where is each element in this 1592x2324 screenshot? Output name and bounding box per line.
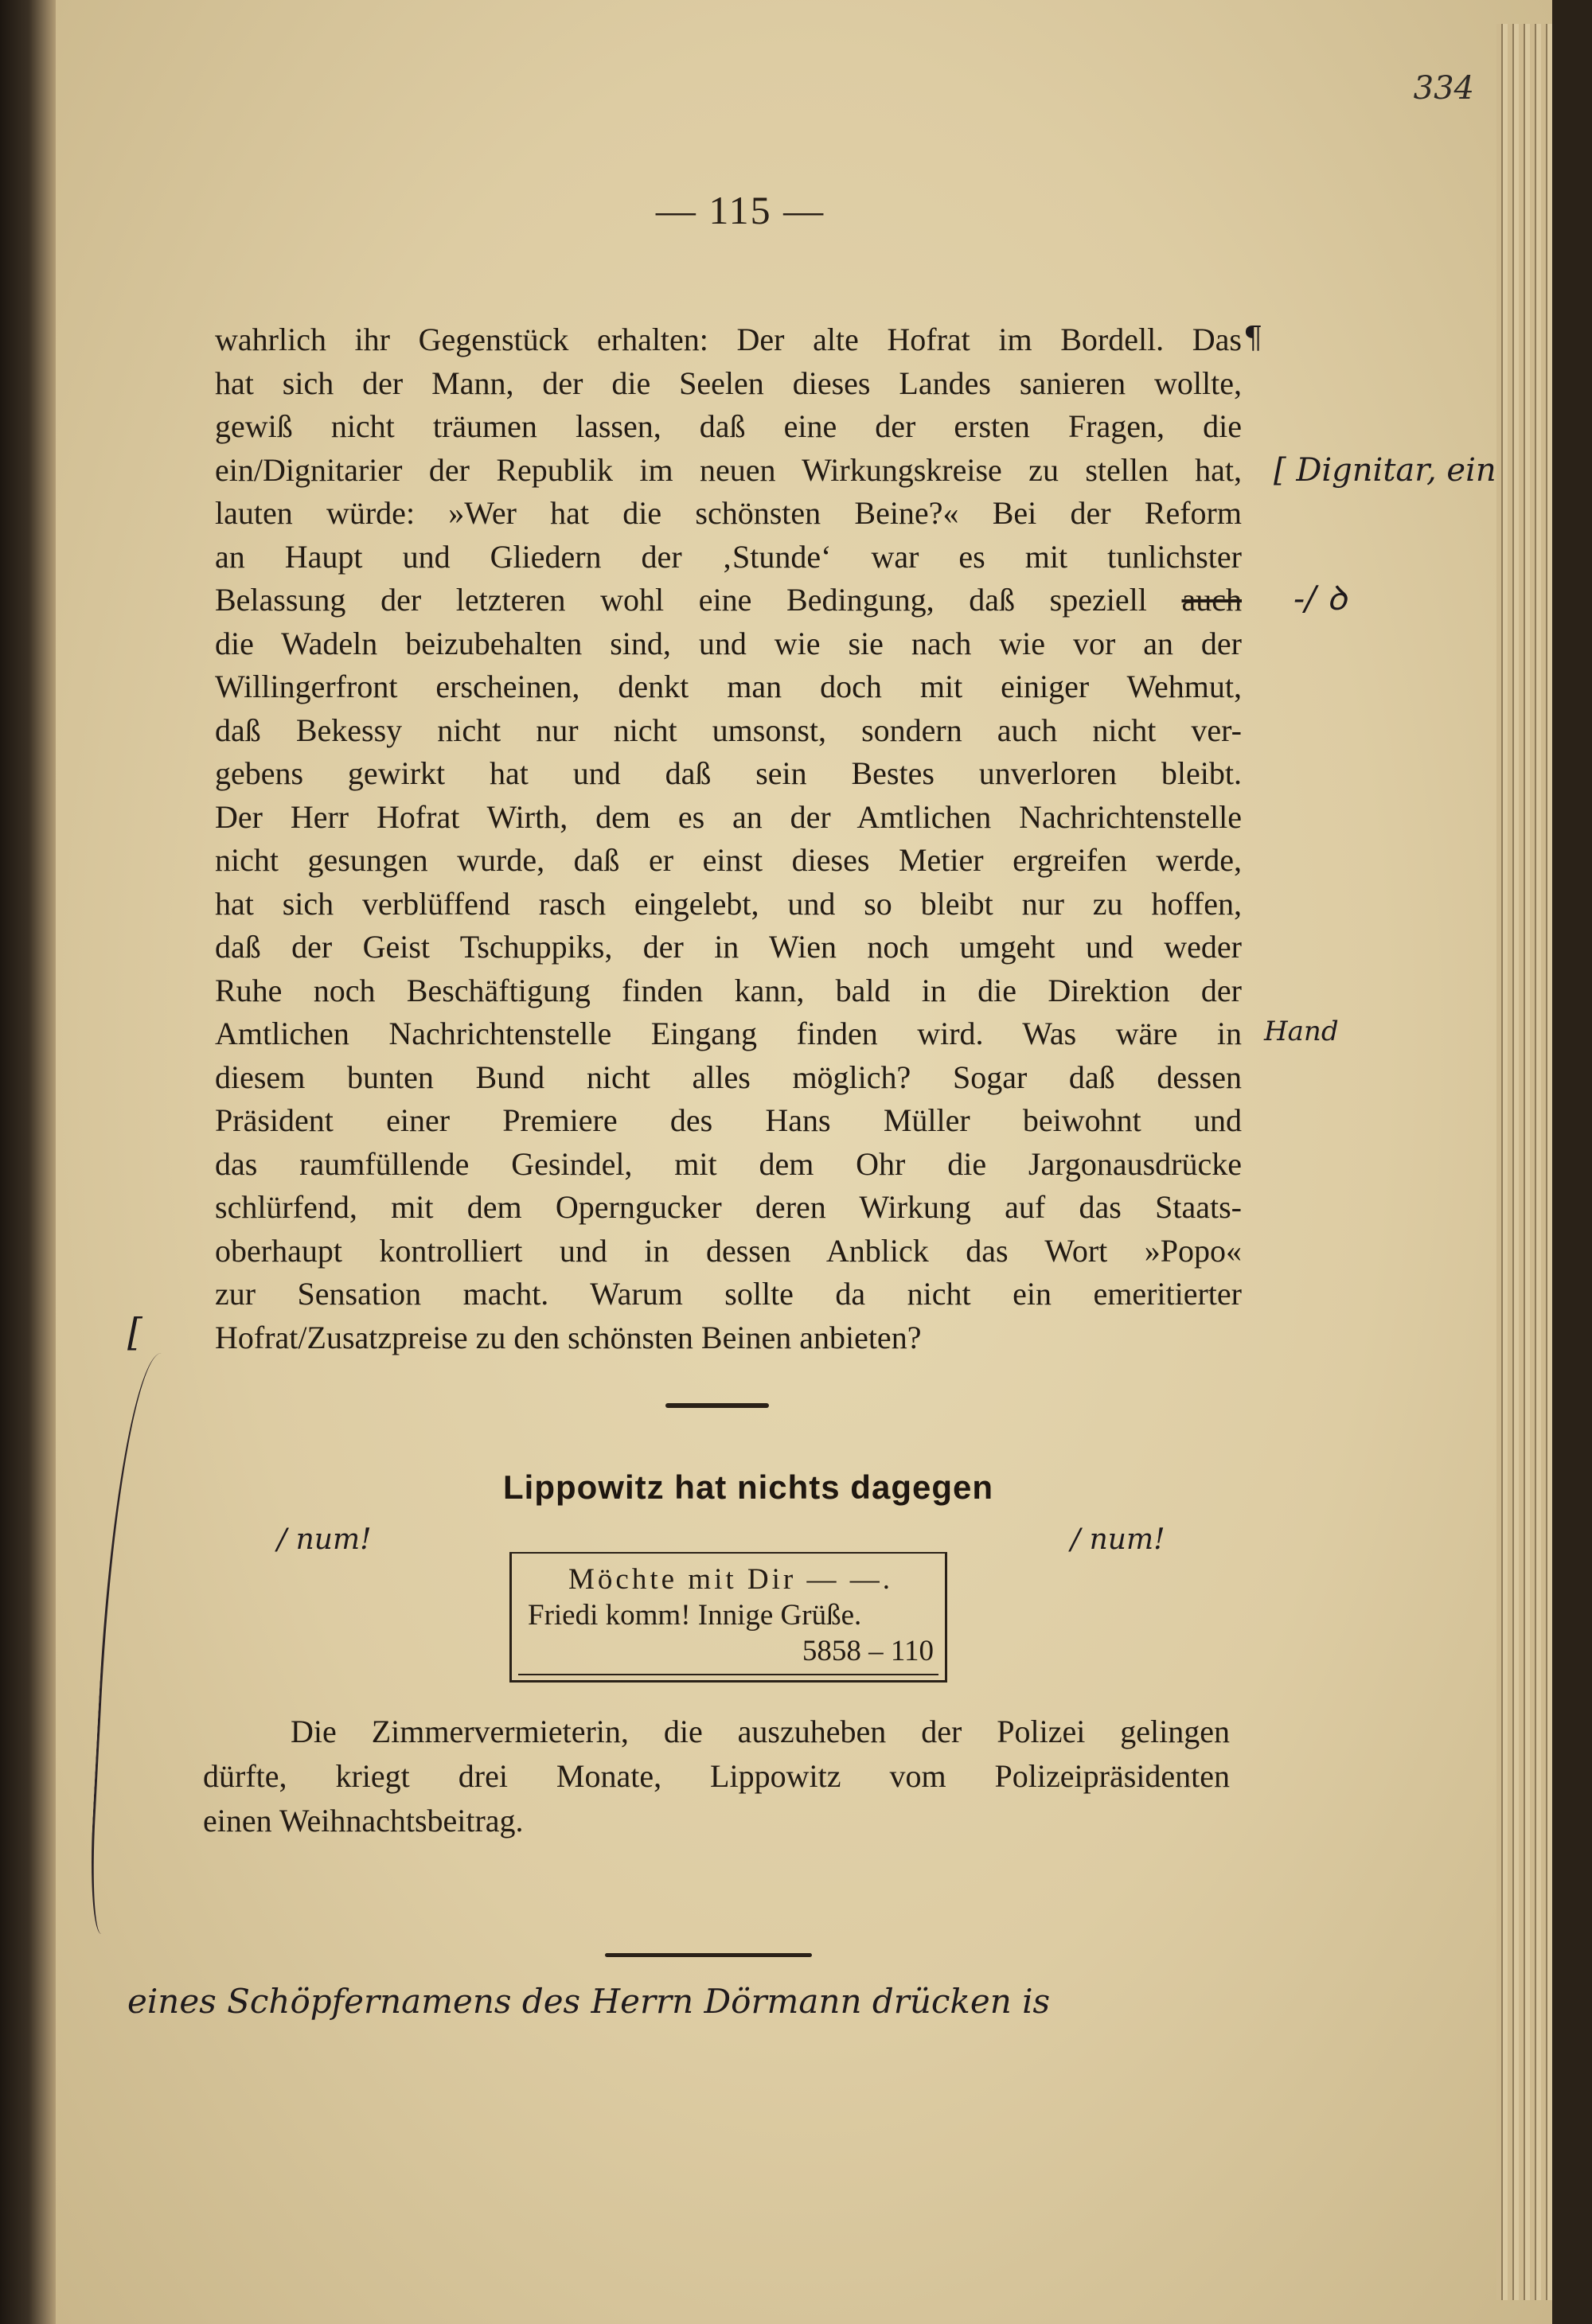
text-line: Ruhe noch Beschäftigung finden kann, bald in die Direktion der (215, 972, 1242, 1008)
text-line: ein/Dignitarier der Republik im neuen Wirkungskreise zu stellen hat, (215, 451, 1242, 488)
text-line: einen Weihnachtsbeitrag. (203, 1803, 524, 1839)
closing-divider (605, 1953, 812, 1957)
text-line: daß der Geist Tschuppiks, der in Wien noch umgeht und weder (215, 929, 1242, 965)
text-line: Willingerfront erscheinen, denkt man doch mit einiger Wehmut, (215, 669, 1242, 704)
text-line: hat sich verblüffend rasch eingelebt, und so bleibt nur zu hoffen, (215, 885, 1242, 922)
margin-note-dignitar: [ Dignitar, ein (1274, 452, 1496, 489)
text-line: Die Zimmervermieterin, die auszuheben der Polizei gelingen (291, 1714, 1230, 1749)
section-heading: Lippowitz hat nichts dagegen (503, 1468, 993, 1506)
text-line: oberhaupt kontrolliert und in dessen Anblick das Wort »Popo« (215, 1232, 1242, 1269)
text-line-with-strike (215, 579, 1242, 622)
margin-note-deletion: -/ ꝺ (1294, 579, 1347, 618)
text-line: nicht gesungen wurde, daß er einst dieses Metier ergreifen werde, (215, 842, 1242, 878)
text-line: zur Sensation macht. Warum sollte da nicht ein emeritierter (215, 1276, 1242, 1312)
ad-line: Möchte mit Dir — —. (568, 1563, 893, 1596)
text-line: gebens gewirkt hat und daß sein Bestes unverloren bleibt. (215, 755, 1242, 791)
text-line: Der Herr Hofrat Wirth, dem es an der Amtlichen Nachrichtenstelle (215, 798, 1242, 835)
text-line: wahrlich ihr Gegenstück erhalten: Der alte Hofrat im Bordell. Das (215, 322, 1242, 357)
folio-number: 334 (1413, 70, 1474, 107)
ad-line: 5858 – 110 (802, 1635, 934, 1667)
text-line: Amtlichen Nachrichtenstelle Eingang finden wird. Was wäre in (215, 1016, 1242, 1051)
margin-bracket-note: [ (127, 1310, 142, 1355)
text-line: hat sich der Mann, der die Seelen dieses Landes sanieren wollte, (215, 365, 1242, 401)
main-paragraph (215, 318, 1242, 1359)
text-line: lauten würde: »Wer hat die schönsten Beine?« Bei der Reform (215, 495, 1242, 531)
margin-note-num-right: / num! (1071, 1523, 1165, 1556)
text-line: an Haupt und Gliedern der ‚Stunde‘ war es mit tunlichster (215, 538, 1242, 575)
margin-note-num-left: / num! (277, 1523, 372, 1556)
text-line: Belassung der letzteren wohl eine Bedingung, daß speziell (215, 582, 1147, 618)
text-line: diesem bunten Bund nicht alles möglich? Sogar daß dessen (215, 1059, 1242, 1095)
ad-line: Friedi komm! Innige Grüße. (528, 1599, 862, 1632)
second-paragraph (203, 1710, 1230, 1843)
classified-ad-box (509, 1552, 947, 1683)
bottom-handwritten-note: eines Schöpfernamens des Herrn Dörmann drücken is (127, 1982, 1051, 2021)
text-line: Hofrat/Zusatzpreise zu den schönsten Beinen anbieten? (215, 1319, 922, 1355)
struck-word: auch (1181, 582, 1242, 618)
ad-inner-rule (518, 1674, 938, 1675)
margin-note-wird: Hand (1264, 1016, 1339, 1047)
paragraph-mark-note: ¶ (1243, 320, 1263, 355)
page-number: — 115 — (655, 188, 825, 232)
text-line: dürfte, kriegt drei Monate, Lippowitz vom Polizeipräsidenten (203, 1758, 1230, 1794)
section-divider (665, 1403, 769, 1408)
text-line: schlürfend, mit dem Operngucker deren Wirkung auf das Staats- (215, 1189, 1242, 1225)
text-line: gewiß nicht träumen lassen, daß eine der ersten Fragen, die (215, 408, 1242, 444)
text-line: daß Bekessy nicht nur nicht umsonst, sondern auch nicht ver- (215, 712, 1242, 748)
text-line: die Wadeln beizubehalten sind, und wie sie nach wie vor an der (215, 625, 1242, 661)
text-line: das raumfüllende Gesindel, mit dem Ohr die Jargonausdrücke (215, 1145, 1242, 1182)
page-edges (1496, 24, 1552, 2300)
text-line: Präsident einer Premiere des Hans Müller beiwohnt und (215, 1102, 1242, 1138)
